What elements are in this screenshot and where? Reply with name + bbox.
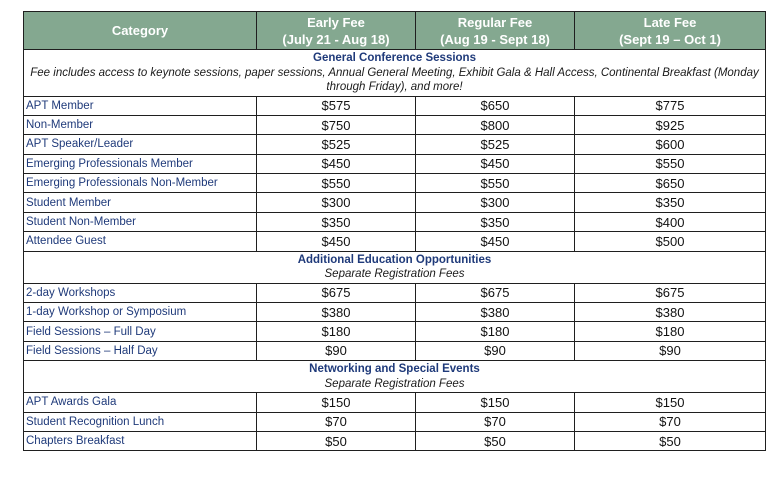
category-cell: Field Sessions – Full Day	[24, 322, 257, 341]
section-title: General Conference Sessions	[313, 52, 476, 64]
category-cell: APT Speaker/Leader	[24, 135, 257, 154]
table-row	[24, 412, 766, 431]
table-row	[24, 135, 766, 154]
section-header	[24, 50, 766, 97]
header-early-title: Early Fee	[307, 14, 365, 30]
header-early-fee	[257, 12, 416, 50]
early-fee-cell: $450	[257, 232, 416, 251]
category-cell: Student Recognition Lunch	[24, 412, 257, 431]
regular-fee-cell: $90	[416, 341, 575, 360]
table-row	[24, 341, 766, 360]
category-cell: Emerging Professionals Member	[24, 154, 257, 173]
late-fee-cell: $650	[575, 174, 766, 193]
table-row	[24, 154, 766, 173]
late-fee-cell: $500	[575, 232, 766, 251]
late-fee-cell: $180	[575, 322, 766, 341]
regular-fee-cell: $525	[416, 135, 575, 154]
category-cell: 2-day Workshops	[24, 283, 257, 302]
header-early-dates: (July 21 - Aug 18)	[282, 31, 390, 47]
section-title: Networking and Special Events	[309, 363, 480, 376]
early-fee-cell: $300	[257, 193, 416, 212]
regular-fee-cell: $800	[416, 115, 575, 134]
header-late-title: Late Fee	[643, 14, 697, 30]
late-fee-cell: $70	[575, 412, 766, 431]
late-fee-cell: $600	[575, 135, 766, 154]
early-fee-cell: $525	[257, 135, 416, 154]
category-cell: Attendee Guest	[24, 232, 257, 251]
regular-fee-cell: $70	[416, 412, 575, 431]
registration-fee-table	[23, 11, 766, 451]
regular-fee-cell: $450	[416, 232, 575, 251]
regular-fee-cell: $675	[416, 283, 575, 302]
category-cell: Chapters Breakfast	[24, 431, 257, 450]
early-fee-cell: $675	[257, 283, 416, 302]
regular-fee-cell: $450	[416, 154, 575, 173]
header-late-dates: (Sept 19 – Oct 1)	[619, 31, 721, 47]
section-title: Additional Education Opportunities	[297, 253, 492, 266]
table-row	[24, 393, 766, 412]
section-header-row	[24, 50, 766, 97]
early-fee-cell: $550	[257, 174, 416, 193]
regular-fee-cell: $380	[416, 303, 575, 322]
section-subtitle: Fee includes access to keynote sessions, paper sessions, Annual General Meeting, Exhibit Gala & Hall Access, Continental Breakfast (Monday through Friday), and more!	[30, 66, 759, 93]
early-fee-cell: $575	[257, 96, 416, 115]
late-fee-cell: $350	[575, 193, 766, 212]
late-fee-cell: $50	[575, 431, 766, 450]
late-fee-cell: $400	[575, 212, 766, 231]
table-row	[24, 212, 766, 231]
table-row	[24, 322, 766, 341]
early-fee-cell: $180	[257, 322, 416, 341]
regular-fee-cell: $650	[416, 96, 575, 115]
section-subtitle: Separate Registration Fees	[324, 377, 465, 390]
header-regular-fee	[416, 12, 575, 50]
regular-fee-cell: $350	[416, 212, 575, 231]
category-cell: APT Member	[24, 96, 257, 115]
section-header-row	[24, 361, 766, 393]
table-row	[24, 193, 766, 212]
late-fee-cell: $925	[575, 115, 766, 134]
regular-fee-cell: $550	[416, 174, 575, 193]
early-fee-cell: $70	[257, 412, 416, 431]
header-category: Category	[24, 12, 257, 50]
category-cell: Non-Member	[24, 115, 257, 134]
table-row	[24, 115, 766, 134]
section-subtitle: Separate Registration Fees	[324, 268, 465, 281]
early-fee-cell: $50	[257, 431, 416, 450]
late-fee-cell: $675	[575, 283, 766, 302]
category-cell: Student Non-Member	[24, 212, 257, 231]
section-header	[24, 361, 766, 393]
category-cell: Field Sessions – Half Day	[24, 341, 257, 360]
early-fee-cell: $150	[257, 393, 416, 412]
early-fee-cell: $380	[257, 303, 416, 322]
regular-fee-cell: $150	[416, 393, 575, 412]
section-header-row	[24, 251, 766, 283]
late-fee-cell: $150	[575, 393, 766, 412]
category-cell: APT Awards Gala	[24, 393, 257, 412]
regular-fee-cell: $50	[416, 431, 575, 450]
early-fee-cell: $750	[257, 115, 416, 134]
table-row	[24, 303, 766, 322]
header-regular-title: Regular Fee	[457, 14, 533, 30]
table-row	[24, 96, 766, 115]
category-cell: Student Member	[24, 193, 257, 212]
section-header	[24, 251, 766, 283]
header-late-fee	[575, 12, 766, 50]
late-fee-cell: $380	[575, 303, 766, 322]
table-row	[24, 283, 766, 302]
regular-fee-cell: $180	[416, 322, 575, 341]
late-fee-cell: $90	[575, 341, 766, 360]
regular-fee-cell: $300	[416, 193, 575, 212]
early-fee-cell: $350	[257, 212, 416, 231]
header-regular-dates: (Aug 19 - Sept 18)	[440, 31, 550, 47]
early-fee-cell: $450	[257, 154, 416, 173]
late-fee-cell: $775	[575, 96, 766, 115]
table-row	[24, 174, 766, 193]
early-fee-cell: $90	[257, 341, 416, 360]
table-row	[24, 431, 766, 450]
category-cell: Emerging Professionals Non-Member	[24, 174, 257, 193]
table-header	[24, 12, 766, 50]
late-fee-cell: $550	[575, 154, 766, 173]
table-body	[24, 50, 766, 451]
table-row	[24, 232, 766, 251]
category-cell: 1-day Workshop or Symposium	[24, 303, 257, 322]
